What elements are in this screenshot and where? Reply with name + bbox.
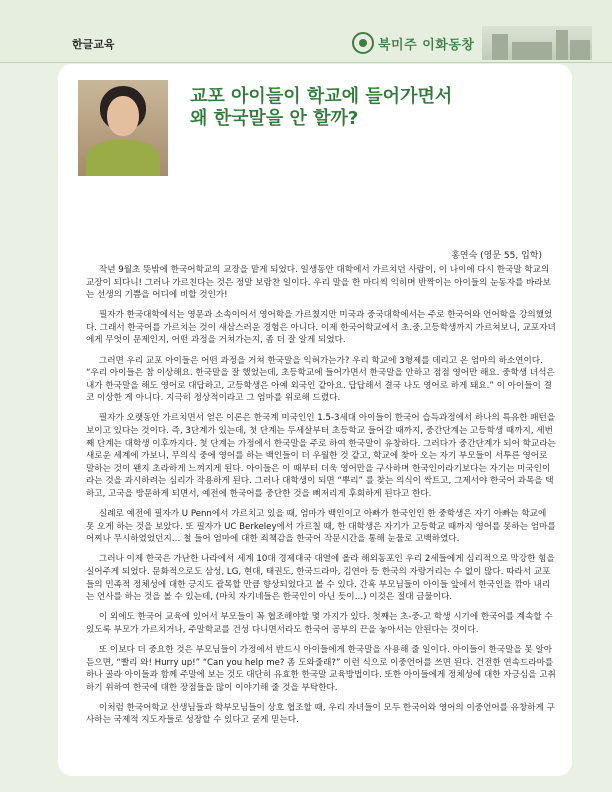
article-body [86,264,556,735]
article-title [190,86,550,130]
article-card [58,64,572,776]
article-byline: 홍연숙 (영문 55, 입학) [451,251,542,261]
paragraph: 실례로 예전에 필자가 U Penn에서 가르치고 있을 때, 엄마가 백인이고 아빠가 한국인인 한 중학생은 자기 아빠는 학교에 못 오게 하는 것을 보았다. 또 필자가 UC Berkeley에서 가르칠 때, 한 대학생은 자기가 고등학교 때까지 영어를 못하는 엄마를 어찌나 무시하였었던지… 철 들어 엄마에 대한 죄책감을 한국어 작문시간을 통해 눈물로 고백하였다. [86,509,556,545]
section-label: 한글교육 [72,38,115,51]
paragraph: 필자가 한국대학에서는 영문과 소속이어서 영어학을 가르쳤지만 미국과 중국대학에서는 주로 한국어와 언어학을 강의했었다. 그래서 한국어를 가르치는 것이 새삼스러운 경험은 아니다. 이제 한국어학교에서 초.중.고등학생까지 가르쳐보니, 교포자녀에게 무엇이 문제인지, 어떤 과정을 거쳐가는지, 좀 더 잘 알게 되었다. [86,310,556,346]
paragraph: 작년 9월초 뜻밖에 한국어학교의 교장을 맡게 되었다. 일생동안 대학에서 가르치던 사람이, 이 나이에 다시 한국말 학교의 교장이 되다니! 그러나 가르친다는 것은 정말 보람찬 일이다. 우리 말을 한 마디씩 익히며 반짝이는 아이들의 눈동자를 바라보는 선생의 기쁨을 어디에 비할 것인가! [86,265,551,301]
article-title-line-1: 교포 아이들이 학교에 들어가면서 [190,86,453,107]
author-photo [78,80,168,176]
header-divider [0,62,612,63]
article-title-line-2: 왜 한국말을 안 할까? [190,108,359,129]
brand [352,26,612,60]
brand-name: 북미주 이화동창 [378,37,475,53]
paragraph: 그러면 우리 교포 아이들은 어떤 과정을 거쳐 한국말을 익혀가는가? 우리 학교에 3형제를 데리고 온 엄마의 하소연이다. “우리 아이들은 참 이상해요. 한국말을 잘 했었는데, 초등학교에 들어가면서 한국말을 안하고 점점 영어만 해요. 중학생 녀석은 내가 한국말을 해도 영어로 대답하고, 고등학생은 아예 외국인 같아요. 답답해서 결국 나도 영어로 하게 돼요.” 이 아이들이 결코 이상한 게 아니다. 지극히 정상적이라고 그 엄마를 위로해 드렸다. [86,355,555,404]
paragraph: 이 외에도 한국어 교육에 있어서 부모들이 꼭 협조해야할 몇 가지가 있다. 첫째는 초-중-고 학생 시기에 한국어를 계속할 수 있도록 부모가 가르치거나, 주말학교를 건성 다니면서라도 한국어 공부의 끈을 놓아서는 안된다는 것이다. [86,612,553,635]
campus-building-image [482,26,592,60]
paragraph: 필자가 오랫동안 가르치면서 얻은 이론은 한국계 미국인인 1.5-3세대 아이들이 한국어 습득과정에서 하나의 특유한 패턴을 보이고 있다는 것이다. 즉, 3단계가 있는데, 첫 단계는 두세살부터 초등학교 들어갈 때까지, 중간단계는 고등학생 때까지, 세번째 단계는 대학생 이후까지다. 첫 단계는 가정에서 한국말을 주로 하여 한국말이 유창하다. 그러다가 중간단계가 되어 학교라는 새로운 세계에 가보니, 무의식 중에 영어를 하는 백인들이 더 우월한 것 같고, 학교에 찾아 오는 자기 부모들이 서투른 영어로 말하는 것이 왠지 초라하게 느껴지게 된다. 아이들은 이 때부터 더욱 영어만을 구사하며 한국인이라기보다는 자기는 미국인이라는 것을 과시하려는 심리가 작용하게 된다. 그러나 대학생이 되면 “뿌리” 를 찾는 의식이 싹트고, 그제서야 한국어 과목을 택하고, 고국을 방문하게 되면서, 예전에 한국어를 중단한 것을 뼈저리게 후회하게 된다고 한다. [86,413,556,499]
paragraph: 또 이보다 더 중요한 것은 부모님들이 가정에서 반드시 아이들에게 한국말을 사용해 줄 일이다. 아이들이 한국말을 못 알아듣으면, “빨리 와! Hurry up!” “Can you help me? 좀 도와줄래?” 이런 식으로 이중언어를 쓰면 된다. 건전한 연속드라마를 하나 골라 아이들과 함께 주말에 보는 것도 대단히 유효한 한국말 교육방법이다. 또한 아이들에게 정체성에 대한 자긍심을 고취하기 위하여 한국에 대한 장점들을 많이 이야기해 줄 것을 부탁한다. [86,644,556,693]
paragraph: 그러나 이제 한국은 가난한 나라에서 세계 10대 경제대국 대열에 올라 해외동포인 우리 2세들에게 심리적으로 막강한 힘을 실어주게 되었다. 문화적으로도 삼성, LG, 현대, 태권도, 한국드라마, 김연아 등 한국의 자랑거리는 수 없이 많다. 따라서 교포들의 민족적 정체성에 대한 긍지도 괄목할 만큼 향상되었다고 볼 수 있다. 간혹 부모님들이 아이들 앞에서 한국인을 깎아 내리는 언사를 하는 것을 볼 수 있는데, (마치 자기네들은 한국인이 아닌 듯이…) 이것은 절대 금물이다. [86,554,555,603]
ewha-emblem-icon [352,32,374,54]
paragraph: 이처럼 한국어학교 선생님들과 학부모님들이 상호 협조할 때, 우리 자녀들이 모두 한국어와 영어의 이중언어를 유창하게 구사하는 국제적 지도자들로 성장할 수 있다고 굳게 믿는다. [86,702,555,726]
